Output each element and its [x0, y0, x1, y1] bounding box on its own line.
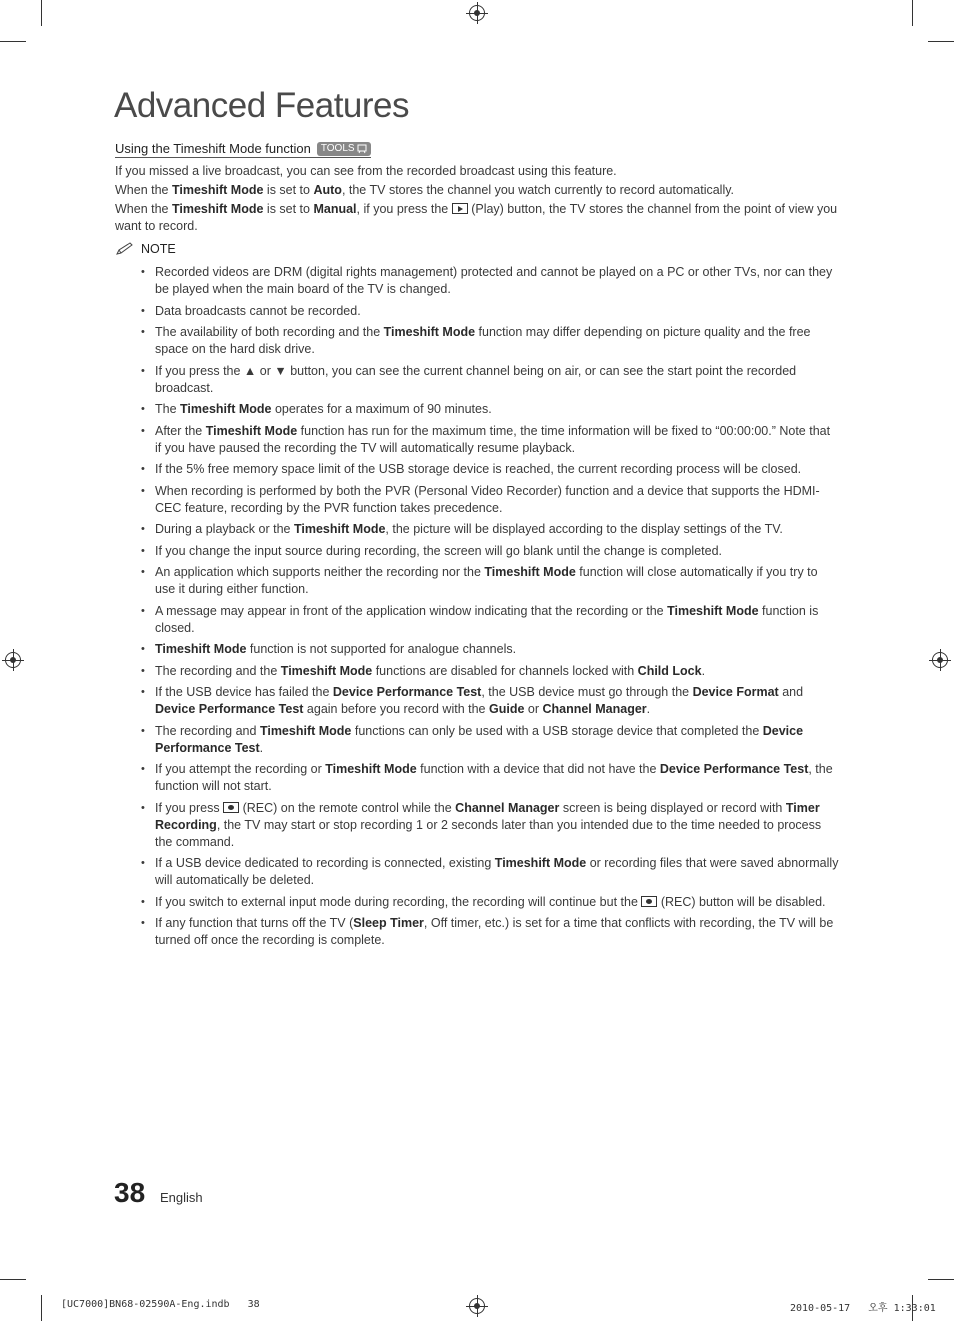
bold-term: Device Format — [692, 685, 779, 699]
note-item — [139, 324, 839, 358]
text-run: The — [155, 402, 181, 416]
bold-term: Timeshift Mode — [484, 565, 576, 579]
text-run: The recording and — [155, 723, 260, 738]
note-item — [139, 303, 839, 320]
text-run: If you attempt the recording or — [155, 762, 326, 776]
text-run: (Play) button, the TV stores the channel from the point of view you want to record. — [115, 202, 838, 233]
intro-paragraph — [115, 201, 840, 235]
text-run: , the function will not start. — [155, 762, 833, 793]
note-item — [139, 800, 839, 851]
play-button-icon — [452, 203, 468, 214]
text-run: If you switch to external input mode during recording, the recording will continue but the — [155, 894, 642, 909]
bold-term: Timeshift Mode — [171, 183, 264, 197]
bold-term: Guide — [488, 702, 525, 716]
note-list — [139, 264, 839, 954]
text-run: (REC) button will be disabled. — [657, 894, 826, 909]
text-run: screen is being displayed or record with — [559, 800, 786, 815]
note-item — [139, 521, 839, 538]
text-run: function with a device that did not have the — [416, 762, 660, 776]
intro-paragraph: If you missed a live broadcast, you can see from the recorded broadcast using this feature. — [115, 164, 617, 178]
text-run: . — [259, 740, 264, 755]
text-run: . — [701, 663, 706, 678]
text-run: , the picture will be displayed according to the display settings of the TV. — [385, 522, 783, 536]
bold-term: Auto — [313, 183, 342, 197]
text-run: If you press — [155, 800, 224, 815]
page-number: 38 — [114, 1177, 146, 1208]
text-run: function is closed. — [155, 603, 819, 635]
text-run: The recording and the — [155, 663, 281, 678]
section-heading-text: Using the Timeshift Mode function — [115, 141, 311, 156]
note-item — [139, 423, 839, 457]
note-heading — [115, 242, 176, 256]
note-item — [139, 641, 839, 658]
crop-mark — [41, 1295, 42, 1321]
text-run: If you press the ▲ or ▼ button, you can see the current channel being on air, or can see the start point the recorded broadcast. — [155, 363, 797, 395]
registration-mark-icon — [469, 1298, 485, 1314]
bold-term: Child Lock — [637, 663, 702, 678]
text-run: . — [646, 702, 651, 716]
text-run: (REC) on the remote control while the — [239, 800, 456, 815]
text-run: function may differ depending on picture quality and the free space on the hard disk drive. — [155, 325, 811, 356]
note-item — [139, 894, 839, 911]
bold-term: Channel Manager — [455, 800, 560, 815]
tools-badge — [317, 142, 371, 156]
note-item — [139, 363, 839, 397]
text-run: If the USB device has failed the — [155, 685, 333, 699]
bold-term: Sleep Timer — [353, 916, 424, 930]
registration-mark-icon — [469, 5, 485, 21]
bold-term: Device Performance Test — [332, 685, 482, 699]
bold-term: Timeshift Mode — [667, 603, 759, 618]
text-run: If the 5% free memory space limit of the USB storage device is reached, the current recording process will be closed. — [155, 462, 802, 476]
bold-term: Timer Recording — [155, 800, 820, 832]
tools-badge-label: TOOLS — [320, 143, 355, 154]
crop-mark — [0, 41, 26, 42]
text-run: , the TV may start or stop recording 1 or 2 seconds later than you intended due to the time needed to process the command. — [155, 817, 822, 849]
crop-mark — [41, 0, 42, 26]
bold-term: Timeshift Mode — [259, 723, 352, 738]
text-run: Data broadcasts cannot be recorded. — [155, 303, 361, 318]
rec-button-icon — [223, 802, 239, 813]
intro-paragraph — [115, 182, 840, 199]
section-heading — [115, 141, 371, 158]
text-run: or — [524, 702, 543, 716]
registration-mark-icon — [932, 652, 948, 668]
text-run: function will close automatically if you try to use it during either function. — [155, 565, 818, 596]
note-item — [139, 461, 839, 478]
page-title: Advanced Features — [114, 86, 410, 125]
text-run: operates for a maximum of 90 minutes. — [271, 402, 492, 416]
bold-term: Timeshift Mode — [280, 663, 373, 678]
bold-term: Timeshift Mode — [325, 762, 417, 776]
note-label: NOTE — [141, 242, 176, 256]
text-run: and — [778, 685, 804, 699]
note-item — [139, 401, 839, 418]
note-item — [139, 603, 839, 637]
bold-term: Timeshift Mode — [494, 856, 587, 870]
bold-term: Timeshift Mode — [180, 402, 272, 416]
text-run: After the — [155, 423, 206, 438]
text-run: is set to — [263, 202, 314, 216]
text-run: , Off timer, etc.) is set for a time that conflicts with recording, the TV will be turned off once the recording is complete. — [155, 916, 834, 947]
text-run: functions can only be used with a USB storage device that completed the — [351, 723, 763, 738]
text-run: , the TV stores the channel you watch currently to record automatically. — [341, 183, 735, 197]
print-slug-date: 2010-05-17 오후 1:33:01 — [790, 1303, 936, 1314]
text-run: When the — [115, 202, 172, 216]
crop-mark — [0, 1279, 26, 1280]
tools-remote-icon — [357, 144, 367, 154]
crop-mark — [928, 41, 954, 42]
text-run: An application which supports neither the recording nor the — [155, 565, 485, 579]
text-run: or recording files that were saved abnormally will automatically be deleted. — [155, 856, 839, 887]
text-run: again before you record with the — [303, 702, 489, 716]
bold-term: Channel Manager — [542, 702, 647, 716]
pencil-note-icon — [115, 242, 135, 256]
note-item — [139, 264, 839, 298]
bold-term: Manual — [313, 202, 357, 216]
intro-text — [115, 163, 840, 237]
note-item — [139, 543, 839, 560]
text-run: function has run for the maximum time, the time information will be fixed to “00:00:00.” Note that if you have paused the recording the TV will automatically resume playback. — [155, 423, 831, 455]
page-language: English — [160, 1190, 203, 1205]
text-run: When recording is performed by both the PVR (Personal Video Recorder) function and a device that supports the HDMI-CEC feature, recording by the PVR function takes precedence. — [155, 483, 820, 515]
bold-term: Timeshift Mode — [155, 642, 247, 656]
note-item — [139, 663, 839, 680]
text-run: A message may appear in front of the application window indicating that the recording or the — [155, 603, 668, 618]
print-slug-file: [UC7000]BN68-02590A-Eng.indb 38 — [61, 1299, 260, 1310]
note-item — [139, 915, 839, 949]
text-run: is set to — [263, 183, 314, 197]
text-run: Recorded videos are DRM (digital rights management) protected and cannot be played on a PC or other TVs, nor can they be played when the main board of the TV is changed. — [155, 265, 833, 296]
text-run: , if you press the — [356, 202, 452, 216]
bold-term: Timeshift Mode — [293, 522, 386, 536]
bold-term: Timeshift Mode — [205, 423, 298, 438]
text-run: , the USB device must go through the — [481, 685, 693, 699]
bold-term: Device Performance Test — [155, 723, 804, 755]
note-item — [139, 564, 839, 598]
registration-mark-icon — [5, 652, 21, 668]
text-run: If any function that turns off the TV ( — [155, 916, 354, 930]
bold-term: Device Performance Test — [659, 762, 809, 776]
text-run: The availability of both recording and the — [155, 325, 384, 339]
bold-term: Device Performance Test — [155, 702, 304, 716]
note-item — [139, 855, 839, 889]
text-run: If a USB device dedicated to recording is connected, existing — [155, 856, 495, 870]
rec-button-icon — [641, 896, 657, 907]
note-item — [139, 761, 839, 795]
bold-term: Timeshift Mode — [171, 202, 264, 216]
text-run: If you change the input source during recording, the screen will go blank until the change is completed. — [155, 543, 723, 558]
note-item — [139, 483, 839, 517]
text-run: functions are disabled for channels locked with — [372, 663, 638, 678]
note-item — [139, 723, 839, 757]
note-item — [139, 684, 839, 718]
bold-term: Timeshift Mode — [383, 325, 476, 339]
text-run: When the — [115, 183, 172, 197]
crop-mark — [928, 1279, 954, 1280]
text-run: function is not supported for analogue channels. — [246, 642, 517, 656]
crop-mark — [912, 0, 913, 26]
text-run: During a playback or the — [155, 522, 294, 536]
